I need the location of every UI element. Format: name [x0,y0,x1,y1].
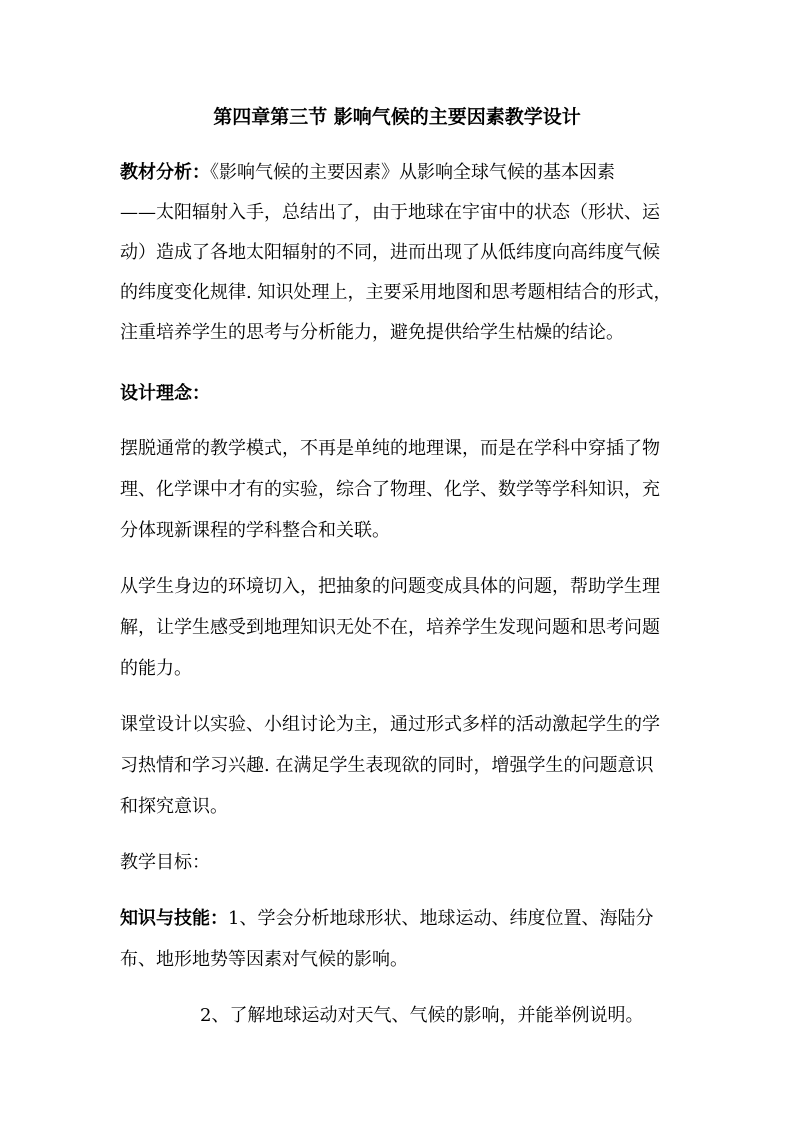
knowledge-skills-item-2: 2、了解地球运动对天气、气候的影响，并能举例说明。 [200,1005,644,1026]
knowledge-skills-line-1 [120,906,653,932]
material-analysis-line-3: 动）造成了各地太阳辐射的不同，进而出现了从低纬度向高纬度气候 [120,242,660,263]
design-concept-p2-line-2: 解，让学生感受到地理知识无处不在，培养学生发现问题和思考问题 [120,617,660,638]
material-analysis-text-1: 《影响气候的主要因素》从影响全球气候的基本因素 [210,162,615,183]
design-concept-p1-line-1: 摆脱通常的教学模式，不再是单纯的地理课，而是在学科中穿插了物 [120,438,660,459]
design-concept-p3-line-1: 课堂设计以实验、小组讨论为主，通过形式多样的活动激起学生的学 [120,714,660,735]
design-concept-heading: 设计理念： [120,383,210,404]
material-analysis-line-4: 的纬度变化规律. 知识处理上，主要采用地图和思考题相结合的形式， [120,282,672,303]
design-concept-p3-line-2: 习热情和学习兴趣. 在满足学生表现欲的同时，增强学生的问题意识 [120,755,654,776]
material-analysis-heading: 教材分析： [120,162,210,183]
teaching-goals-heading: 教学目标： [120,852,210,873]
material-analysis-line-5: 注重培养学生的思考与分析能力，避免提供给学生枯燥的结论。 [120,322,624,343]
knowledge-skills-heading: 知识与技能： [120,908,228,929]
design-concept-p2-line-3: 的能力。 [120,658,192,679]
knowledge-skills-line-2: 布、地形地势等因素对气候的影响。 [120,949,408,970]
material-analysis-line-1 [120,160,615,186]
design-concept-p2-line-1: 从学生身边的环境切入，把抽象的问题变成具体的问题，帮助学生理 [120,576,660,597]
design-concept-p3-line-3: 和探究意识。 [120,796,228,817]
design-concept-p1-line-2: 理、化学课中才有的实验，综合了物理、化学、数学等学科知识，充 [120,479,660,500]
knowledge-skills-text-1: 1、学会分析地球形状、地球运动、纬度位置、海陆分 [228,908,654,929]
design-concept-p1-line-3: 分体现新课程的学科整合和关联。 [120,520,390,541]
document-title: 第四章第三节 影响气候的主要因素教学设计 [213,106,581,128]
material-analysis-line-2: ——太阳辐射入手，总结出了，由于地球在宇宙中的状态（形状、运 [120,202,660,223]
